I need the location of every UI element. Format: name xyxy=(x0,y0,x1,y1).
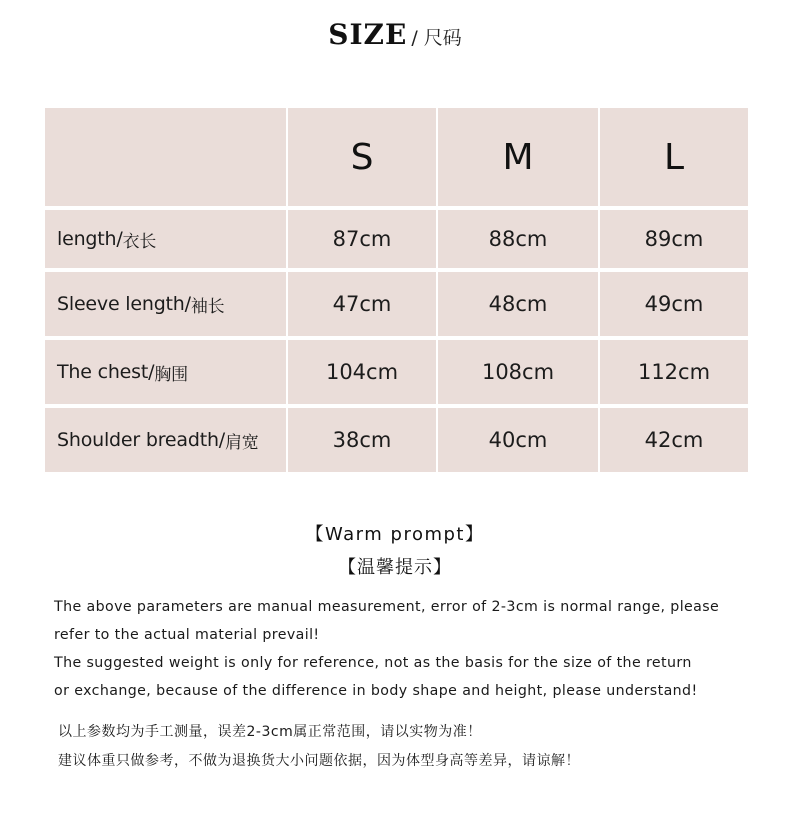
notice-line-zh: 以上参数均为手工测量，误差2-3cm属正常范围，请以实物为准！ xyxy=(58,724,482,740)
header-size-l: L xyxy=(600,108,748,206)
row-label-shoulder-breadth xyxy=(45,408,286,472)
warm-prompt-heading-en: 【Warm prompt】 xyxy=(305,524,485,545)
row-label-en: Sleeve length/ xyxy=(57,293,191,315)
notice-line-en: The above parameters are manual measurement, error of 2-3cm is normal range, please xyxy=(54,599,720,615)
table-cell: 42cm xyxy=(600,408,748,472)
table-cell: 87cm xyxy=(288,210,436,268)
table-cell: 49cm xyxy=(600,272,748,336)
title-zh: / 尺码 xyxy=(411,27,462,49)
table-cell: 104cm xyxy=(288,340,436,404)
notice-line-en: The suggested weight is only for reference, not as the basis for the size of the return xyxy=(54,655,692,671)
notice-line-zh: 建议体重只做参考，不做为退换货大小问题依据，因为体型身高等差异，请谅解！ xyxy=(58,753,580,769)
notice-line-en: refer to the actual material prevail! xyxy=(54,627,320,643)
notice-line-en: or exchange, because of the difference in body shape and height, please understand! xyxy=(54,683,698,699)
header-empty-cell xyxy=(45,108,286,206)
table-cell: 89cm xyxy=(600,210,748,268)
header-size-s: S xyxy=(288,108,436,206)
row-label-sleeve-length xyxy=(45,272,286,336)
notice-paragraph-zh xyxy=(58,718,758,776)
notice-paragraph-en xyxy=(54,593,754,705)
table-cell: 38cm xyxy=(288,408,436,472)
row-label-zh: 袖长 xyxy=(190,296,225,317)
row-label-zh: 衣长 xyxy=(122,231,157,252)
row-label-zh: 肩宽 xyxy=(225,432,259,453)
row-label-en: Shoulder breadth/ xyxy=(57,429,225,451)
row-label-en: length/ xyxy=(57,228,123,250)
table-cell: 47cm xyxy=(288,272,436,336)
table-cell: 48cm xyxy=(438,272,598,336)
warm-prompt-heading-zh: 【温馨提示】 xyxy=(338,557,452,578)
row-label-chest xyxy=(45,340,286,404)
header-size-m: M xyxy=(438,108,598,206)
title-en: SIZE xyxy=(328,18,408,51)
table-cell: 108cm xyxy=(438,340,598,404)
page-title xyxy=(0,18,790,51)
table-cell: 112cm xyxy=(600,340,748,404)
row-label-zh: 胸围 xyxy=(154,364,188,385)
table-cell: 40cm xyxy=(438,408,598,472)
table-cell: 88cm xyxy=(438,210,598,268)
row-label-en: The chest/ xyxy=(57,361,155,383)
row-label-length xyxy=(45,210,286,268)
size-table xyxy=(45,108,748,472)
